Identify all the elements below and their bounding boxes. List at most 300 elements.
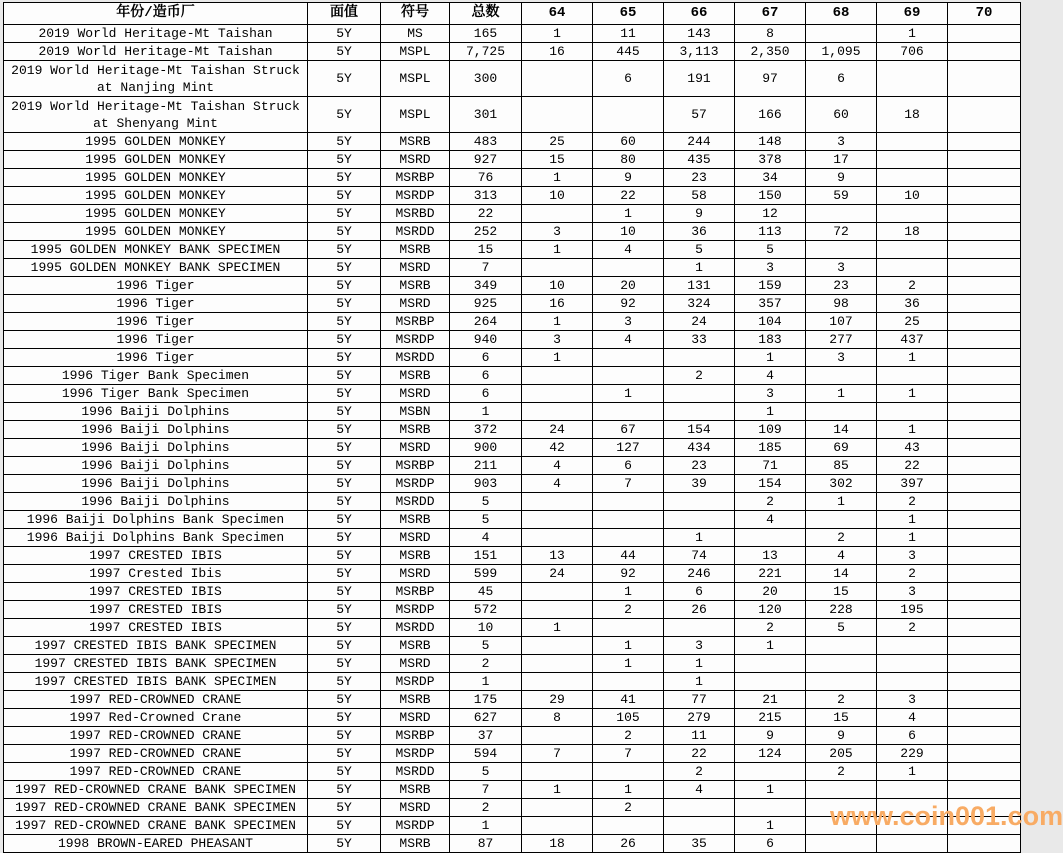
denomination-cell: 5Y (308, 133, 381, 151)
denomination-cell: 5Y (308, 835, 381, 853)
grade-66-cell: 77 (664, 691, 735, 709)
table-row (4, 259, 1021, 277)
grade-69-cell: 3 (877, 547, 948, 565)
grade-68-cell: 107 (806, 313, 877, 331)
grade-69-cell: 1 (877, 511, 948, 529)
total-cell: 37 (450, 727, 522, 745)
symbol-cell: MSRDD (381, 349, 450, 367)
grade-66-cell (664, 493, 735, 511)
coin-name-cell: 1997 CRESTED IBIS (4, 601, 308, 619)
symbol-cell: MSRB (381, 511, 450, 529)
coin-name-cell: 1995 GOLDEN MONKEY (4, 223, 308, 241)
grade-67-cell: 9 (735, 727, 806, 745)
grade-70-cell (948, 277, 1021, 295)
grade-65-cell (593, 619, 664, 637)
grade-65-cell: 22 (593, 187, 664, 205)
grade-69-cell: 1 (877, 25, 948, 43)
grade-69-cell: 1 (877, 763, 948, 781)
grade-64-cell (522, 205, 593, 223)
grade-67-cell: 8 (735, 25, 806, 43)
grade-65-cell (593, 97, 664, 133)
grade-68-cell: 1,095 (806, 43, 877, 61)
grade-65-cell (593, 349, 664, 367)
total-cell: 301 (450, 97, 522, 133)
grade-68-cell: 6 (806, 61, 877, 97)
grade-69-cell (877, 133, 948, 151)
table-row (4, 655, 1021, 673)
total-cell: 599 (450, 565, 522, 583)
symbol-cell: MSRDP (381, 601, 450, 619)
grade-64-cell: 4 (522, 457, 593, 475)
table-row (4, 547, 1021, 565)
grade-64-cell: 3 (522, 331, 593, 349)
grade-70-cell (948, 313, 1021, 331)
grade-66-cell: 324 (664, 295, 735, 313)
grade-67-cell: 71 (735, 457, 806, 475)
grade-65-cell (593, 763, 664, 781)
grade-70-cell (948, 763, 1021, 781)
grade-68-cell: 17 (806, 151, 877, 169)
grade-67-cell: 150 (735, 187, 806, 205)
total-cell: 483 (450, 133, 522, 151)
column-header-0: 年份/造币厂 (4, 3, 308, 25)
grade-67-cell: 185 (735, 439, 806, 457)
total-cell: 5 (450, 763, 522, 781)
grade-70-cell (948, 709, 1021, 727)
coin-name-cell: 1996 Tiger (4, 349, 308, 367)
grade-65-cell: 7 (593, 475, 664, 493)
grade-69-cell (877, 655, 948, 673)
grade-69-cell (877, 241, 948, 259)
total-cell: 1 (450, 817, 522, 835)
grade-68-cell (806, 835, 877, 853)
total-cell: 4 (450, 529, 522, 547)
column-header-4: 64 (522, 3, 593, 25)
grade-70-cell (948, 61, 1021, 97)
coin-name-cell: 1995 GOLDEN MONKEY (4, 205, 308, 223)
grade-65-cell: 92 (593, 565, 664, 583)
coin-name-cell: 1996 Baiji Dolphins Bank Specimen (4, 529, 308, 547)
grade-65-cell (593, 529, 664, 547)
coin-name-cell: 2019 World Heritage-Mt Taishan (4, 43, 308, 61)
grade-67-cell: 1 (735, 817, 806, 835)
denomination-cell: 5Y (308, 349, 381, 367)
coin-name-cell: 1997 RED-CROWNED CRANE (4, 763, 308, 781)
grade-70-cell (948, 241, 1021, 259)
grade-68-cell: 59 (806, 187, 877, 205)
grade-65-cell: 445 (593, 43, 664, 61)
coin-name-cell: 1997 CRESTED IBIS (4, 547, 308, 565)
coin-name-cell: 1997 RED-CROWNED CRANE BANK SPECIMEN (4, 799, 308, 817)
table-row (4, 475, 1021, 493)
grade-69-cell: 229 (877, 745, 948, 763)
symbol-cell: MSRDP (381, 817, 450, 835)
coin-name-cell: 1996 Tiger Bank Specimen (4, 385, 308, 403)
grade-69-cell: 1 (877, 421, 948, 439)
grade-64-cell: 1 (522, 349, 593, 367)
table-row (4, 61, 1021, 97)
grade-68-cell: 3 (806, 259, 877, 277)
grade-70-cell (948, 259, 1021, 277)
coin-name-cell: 1995 GOLDEN MONKEY (4, 133, 308, 151)
coin-name-cell: 1997 CRESTED IBIS BANK SPECIMEN (4, 655, 308, 673)
grade-66-cell: 5 (664, 241, 735, 259)
grade-64-cell (522, 763, 593, 781)
symbol-cell: MSRD (381, 655, 450, 673)
grade-68-cell: 98 (806, 295, 877, 313)
grade-64-cell: 7 (522, 745, 593, 763)
coin-population-sheet (3, 2, 1021, 853)
grade-66-cell: 191 (664, 61, 735, 97)
grade-68-cell: 2 (806, 691, 877, 709)
total-cell: 211 (450, 457, 522, 475)
grade-64-cell (522, 367, 593, 385)
grade-64-cell (522, 673, 593, 691)
symbol-cell: MSRD (381, 529, 450, 547)
total-cell: 175 (450, 691, 522, 709)
grade-70-cell (948, 187, 1021, 205)
symbol-cell: MSPL (381, 97, 450, 133)
grade-68-cell (806, 205, 877, 223)
grade-70-cell (948, 817, 1021, 835)
grade-66-cell (664, 619, 735, 637)
grade-68-cell: 9 (806, 727, 877, 745)
grade-69-cell: 397 (877, 475, 948, 493)
table-row (4, 241, 1021, 259)
grade-70-cell (948, 367, 1021, 385)
total-cell: 572 (450, 601, 522, 619)
grade-70-cell (948, 421, 1021, 439)
grade-66-cell: 2 (664, 763, 735, 781)
grade-69-cell: 6 (877, 727, 948, 745)
grade-64-cell (522, 637, 593, 655)
grade-64-cell (522, 61, 593, 97)
total-cell: 594 (450, 745, 522, 763)
grade-65-cell: 1 (593, 637, 664, 655)
grade-65-cell: 2 (593, 727, 664, 745)
table-row (4, 457, 1021, 475)
grade-66-cell: 39 (664, 475, 735, 493)
grade-64-cell (522, 97, 593, 133)
symbol-cell: MSRDP (381, 187, 450, 205)
grade-66-cell: 26 (664, 601, 735, 619)
grade-65-cell: 1 (593, 385, 664, 403)
grade-66-cell: 154 (664, 421, 735, 439)
grade-67-cell: 97 (735, 61, 806, 97)
grade-65-cell (593, 673, 664, 691)
grade-67-cell (735, 673, 806, 691)
total-cell: 900 (450, 439, 522, 457)
denomination-cell: 5Y (308, 781, 381, 799)
table-row (4, 529, 1021, 547)
denomination-cell: 5Y (308, 637, 381, 655)
total-cell: 15 (450, 241, 522, 259)
grade-66-cell: 9 (664, 205, 735, 223)
grade-68-cell (806, 817, 877, 835)
denomination-cell: 5Y (308, 529, 381, 547)
total-cell: 10 (450, 619, 522, 637)
symbol-cell: MSRBP (381, 169, 450, 187)
grade-67-cell (735, 655, 806, 673)
grade-67-cell: 3 (735, 385, 806, 403)
grade-65-cell (593, 493, 664, 511)
grade-64-cell (522, 817, 593, 835)
grade-66-cell: 23 (664, 457, 735, 475)
total-cell: 151 (450, 547, 522, 565)
total-cell: 925 (450, 295, 522, 313)
grade-70-cell (948, 349, 1021, 367)
grade-64-cell (522, 511, 593, 529)
denomination-cell: 5Y (308, 511, 381, 529)
grade-66-cell (664, 511, 735, 529)
grade-68-cell: 15 (806, 583, 877, 601)
grade-64-cell (522, 655, 593, 673)
grade-67-cell: 183 (735, 331, 806, 349)
grade-67-cell: 2 (735, 619, 806, 637)
grade-70-cell (948, 385, 1021, 403)
symbol-cell: MSRD (381, 295, 450, 313)
grade-65-cell: 9 (593, 169, 664, 187)
total-cell: 6 (450, 349, 522, 367)
grade-67-cell: 20 (735, 583, 806, 601)
symbol-cell: MSRD (381, 259, 450, 277)
grade-66-cell: 1 (664, 673, 735, 691)
grade-69-cell: 1 (877, 349, 948, 367)
denomination-cell: 5Y (308, 241, 381, 259)
grade-66-cell: 33 (664, 331, 735, 349)
grade-69-cell: 1 (877, 385, 948, 403)
denomination-cell: 5Y (308, 547, 381, 565)
grade-66-cell: 143 (664, 25, 735, 43)
population-table (3, 2, 1021, 853)
grade-69-cell (877, 835, 948, 853)
grade-70-cell (948, 457, 1021, 475)
symbol-cell: MSRBD (381, 205, 450, 223)
grade-67-cell: 154 (735, 475, 806, 493)
grade-64-cell: 1 (522, 313, 593, 331)
total-cell: 903 (450, 475, 522, 493)
denomination-cell: 5Y (308, 493, 381, 511)
table-row (4, 385, 1021, 403)
symbol-cell: MSRDD (381, 223, 450, 241)
grade-64-cell: 1 (522, 619, 593, 637)
total-cell: 1 (450, 673, 522, 691)
symbol-cell: MSRB (381, 133, 450, 151)
table-row (4, 421, 1021, 439)
grade-65-cell: 44 (593, 547, 664, 565)
grade-69-cell (877, 781, 948, 799)
grade-65-cell: 41 (593, 691, 664, 709)
grade-64-cell: 16 (522, 43, 593, 61)
total-cell: 5 (450, 511, 522, 529)
grade-67-cell: 21 (735, 691, 806, 709)
grade-70-cell (948, 133, 1021, 151)
coin-name-cell: 1997 CRESTED IBIS BANK SPECIMEN (4, 673, 308, 691)
column-header-2: 符号 (381, 3, 450, 25)
grade-70-cell (948, 151, 1021, 169)
grade-68-cell: 2 (806, 763, 877, 781)
symbol-cell: MSRDP (381, 673, 450, 691)
column-header-10: 70 (948, 3, 1021, 25)
symbol-cell: MSRD (381, 439, 450, 457)
symbol-cell: MSRD (381, 151, 450, 169)
grade-68-cell: 228 (806, 601, 877, 619)
grade-70-cell (948, 637, 1021, 655)
grade-69-cell: 25 (877, 313, 948, 331)
table-row (4, 223, 1021, 241)
grade-69-cell (877, 169, 948, 187)
grade-70-cell (948, 547, 1021, 565)
total-cell: 22 (450, 205, 522, 223)
denomination-cell: 5Y (308, 385, 381, 403)
grade-68-cell: 69 (806, 439, 877, 457)
symbol-cell: MSRD (381, 385, 450, 403)
grade-70-cell (948, 673, 1021, 691)
grade-69-cell: 3 (877, 691, 948, 709)
grade-70-cell (948, 403, 1021, 421)
grade-69-cell (877, 673, 948, 691)
table-row (4, 565, 1021, 583)
symbol-cell: MSRD (381, 709, 450, 727)
symbol-cell: MSPL (381, 43, 450, 61)
symbol-cell: MSRB (381, 241, 450, 259)
column-header-5: 65 (593, 3, 664, 25)
denomination-cell: 5Y (308, 655, 381, 673)
grade-66-cell: 36 (664, 223, 735, 241)
coin-name-cell: 1995 GOLDEN MONKEY (4, 151, 308, 169)
column-header-7: 67 (735, 3, 806, 25)
grade-64-cell: 10 (522, 277, 593, 295)
grade-69-cell: 2 (877, 619, 948, 637)
grade-70-cell (948, 799, 1021, 817)
grade-69-cell: 10 (877, 187, 948, 205)
grade-69-cell: 36 (877, 295, 948, 313)
grade-70-cell (948, 583, 1021, 601)
total-cell: 76 (450, 169, 522, 187)
denomination-cell: 5Y (308, 817, 381, 835)
grade-68-cell (806, 25, 877, 43)
grade-67-cell: 6 (735, 835, 806, 853)
total-cell: 2 (450, 655, 522, 673)
table-row (4, 601, 1021, 619)
grade-68-cell: 15 (806, 709, 877, 727)
denomination-cell: 5Y (308, 799, 381, 817)
grade-67-cell: 159 (735, 277, 806, 295)
total-cell: 45 (450, 583, 522, 601)
symbol-cell: MSRD (381, 799, 450, 817)
grade-70-cell (948, 331, 1021, 349)
denomination-cell: 5Y (308, 745, 381, 763)
table-row (4, 97, 1021, 133)
coin-name-cell: 1998 BROWN-EARED PHEASANT (4, 835, 308, 853)
grade-68-cell (806, 511, 877, 529)
total-cell: 87 (450, 835, 522, 853)
total-cell: 313 (450, 187, 522, 205)
grade-68-cell: 205 (806, 745, 877, 763)
grade-67-cell: 3 (735, 259, 806, 277)
grade-67-cell: 1 (735, 349, 806, 367)
grade-67-cell: 4 (735, 367, 806, 385)
grade-67-cell: 34 (735, 169, 806, 187)
table-row (4, 817, 1021, 835)
grade-66-cell: 35 (664, 835, 735, 853)
symbol-cell: MSRB (381, 691, 450, 709)
grade-65-cell: 6 (593, 457, 664, 475)
grade-69-cell: 4 (877, 709, 948, 727)
coin-name-cell: 1996 Baiji Dolphins (4, 457, 308, 475)
grade-67-cell: 2 (735, 493, 806, 511)
total-cell: 940 (450, 331, 522, 349)
grade-69-cell (877, 61, 948, 97)
symbol-cell: MSRB (381, 835, 450, 853)
grade-70-cell (948, 223, 1021, 241)
grade-67-cell: 104 (735, 313, 806, 331)
denomination-cell: 5Y (308, 727, 381, 745)
grade-66-cell (664, 349, 735, 367)
grade-66-cell: 58 (664, 187, 735, 205)
grade-69-cell: 437 (877, 331, 948, 349)
grade-68-cell: 2 (806, 529, 877, 547)
grade-65-cell: 127 (593, 439, 664, 457)
grade-68-cell: 9 (806, 169, 877, 187)
grade-64-cell: 24 (522, 421, 593, 439)
total-cell: 6 (450, 385, 522, 403)
total-cell: 300 (450, 61, 522, 97)
grade-67-cell: 113 (735, 223, 806, 241)
table-row (4, 349, 1021, 367)
grade-69-cell: 706 (877, 43, 948, 61)
denomination-cell: 5Y (308, 25, 381, 43)
denomination-cell: 5Y (308, 709, 381, 727)
grade-70-cell (948, 655, 1021, 673)
grade-66-cell: 435 (664, 151, 735, 169)
coin-name-cell: 1996 Tiger (4, 277, 308, 295)
table-row (4, 313, 1021, 331)
grade-64-cell: 8 (522, 709, 593, 727)
grade-64-cell: 18 (522, 835, 593, 853)
coin-name-cell: 1995 GOLDEN MONKEY BANK SPECIMEN (4, 241, 308, 259)
grade-69-cell (877, 799, 948, 817)
coin-name-cell: 1997 RED-CROWNED CRANE (4, 691, 308, 709)
grade-68-cell: 302 (806, 475, 877, 493)
grade-65-cell: 92 (593, 295, 664, 313)
total-cell: 264 (450, 313, 522, 331)
table-row (4, 43, 1021, 61)
grade-66-cell (664, 817, 735, 835)
grade-67-cell: 357 (735, 295, 806, 313)
total-cell: 349 (450, 277, 522, 295)
table-row (4, 403, 1021, 421)
symbol-cell: MSRD (381, 565, 450, 583)
total-cell: 7 (450, 781, 522, 799)
table-row (4, 493, 1021, 511)
column-header-1: 面值 (308, 3, 381, 25)
denomination-cell: 5Y (308, 403, 381, 421)
denomination-cell: 5Y (308, 475, 381, 493)
grade-69-cell (877, 151, 948, 169)
grade-69-cell: 2 (877, 277, 948, 295)
table-row (4, 673, 1021, 691)
table-row (4, 745, 1021, 763)
table-row (4, 439, 1021, 457)
grade-65-cell (593, 817, 664, 835)
grade-66-cell: 131 (664, 277, 735, 295)
denomination-cell: 5Y (308, 277, 381, 295)
denomination-cell: 5Y (308, 457, 381, 475)
coin-name-cell: 2019 World Heritage-Mt Taishan Struck at Nanjing Mint (4, 61, 308, 97)
grade-66-cell (664, 385, 735, 403)
coin-name-cell: 1996 Tiger Bank Specimen (4, 367, 308, 385)
